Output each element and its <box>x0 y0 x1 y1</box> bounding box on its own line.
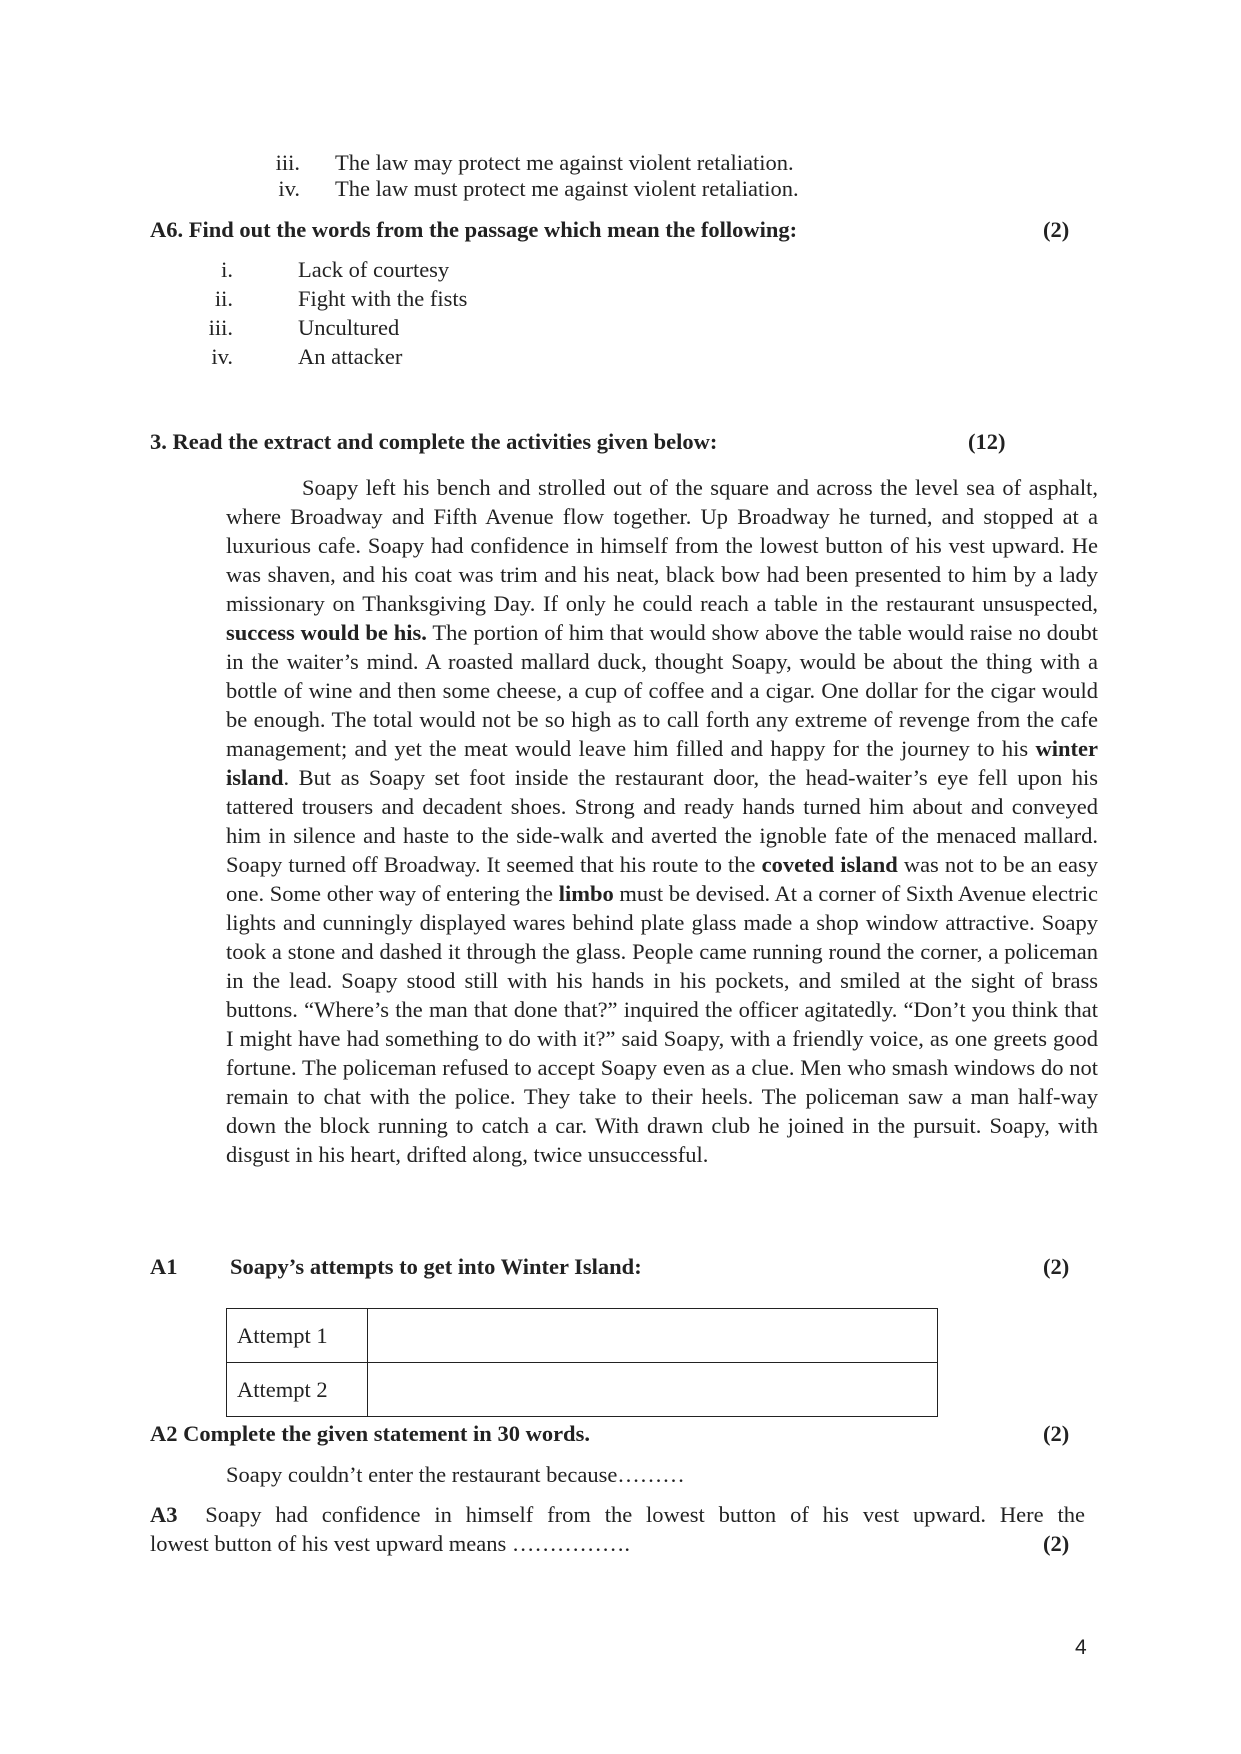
option-text: The law must protect me against violent retaliation. <box>335 176 799 201</box>
q3-marks: (12) <box>968 429 1006 454</box>
passage-bold-phrase: success would be his. <box>226 620 427 645</box>
q3-heading: 3. Read the extract and complete the activities given below: <box>150 429 718 454</box>
passage-text: must be devised. At a corner of Sixth Avenue electric lights and cunningly displayed wares behind plate glass made a shop window attractive. Soapy took a stone and dashed it through the glass. People came running round the corner, a policeman in the lead. Soapy stood still with his hands in his pockets, and smiled at the sight of brass buttons. “Where’s the man that done that?” inquired the officer agitatedly. “Don’t you think that I might have had something to do with it?” said Soapy, with a friendly voice, as one greets good fortune. The policeman refused to accept Soapy even as a clue. Men who smash windows do not remain to chat with the police. They take to their heels. The policeman saw a man half-way down the block running to catch a car. With drawn club he joined in the pursuit. Soapy, with disgust in his heart, drifted along, twice unsuccessful. <box>226 881 1098 1167</box>
item-text: Uncultured <box>298 315 400 340</box>
item-text: An attacker <box>298 344 403 369</box>
a6-marks: (2) <box>1043 217 1070 242</box>
passage-paragraph <box>226 473 1098 1169</box>
a1-heading: Soapy’s attempts to get into Winter Island: <box>230 1254 642 1279</box>
passage-bold-phrase: limbo <box>558 881 614 906</box>
passage-bold-phrase: winter island <box>226 736 1098 790</box>
passage-text: was not to be an easy one. Some other way of entering the <box>226 852 1098 906</box>
attempts-table <box>226 1308 938 1417</box>
passage-text: The portion of him that would show above the table would raise no doubt in the waiter’s mind. A roasted mallard duck, thought Soapy, would be about the thing with a bottle of wine and then some cheese, a cup of coffee and a cigar. One dollar for the cigar would be enough. The total would not be so high as to call forth any extreme of revenge from the cafe management; and yet the meat would leave him filled and happy for the journey to his <box>226 620 1098 761</box>
a3-line-1 <box>150 1502 1085 1528</box>
passage-text: Soapy left his bench and strolled out of the square and across the level sea of asphalt, where Broadway and Fifth Avenue flow together. Up Broadway he turned, and stopped at a luxurious cafe. Soapy had confidence in himself from the lowest button of his vest upward. He was shaven, and his coat was trim and his neat, black bow had been presented to him by a lady missionary on Thanksgiving Day. If only he could reach a table in the restaurant unsuspected, <box>226 475 1098 616</box>
table-row <box>227 1309 938 1363</box>
option-number: iv. <box>278 176 300 201</box>
item-text: Fight with the fists <box>298 286 468 311</box>
item-number: iv. <box>211 344 233 369</box>
a2-heading: A2 Complete the given statement in 30 words. <box>150 1421 590 1446</box>
passage-text: . But as Soapy set foot inside the restaurant door, the head-waiter’s eye fell upon his tattered trousers and decadent shoes. Strong and ready hands turned him about and conveyed him in silence and haste to the side-walk and averted the ignoble fate of the menaced mallard. Soapy turned off Broadway. It seemed that his route to the <box>226 765 1098 877</box>
item-number: i. <box>221 257 233 282</box>
a1-marks: (2) <box>1043 1254 1070 1279</box>
item-number: ii. <box>214 286 233 311</box>
a2-statement: Soapy couldn’t enter the restaurant because……… <box>226 1462 685 1487</box>
option-number: iii. <box>275 150 300 175</box>
attempt-answer-cell[interactable] <box>368 1309 938 1363</box>
attempt-label: Attempt 2 <box>227 1363 368 1417</box>
a3-text: Soapy had confidence in himself from the lowest button of his vest upward. Here the <box>205 1502 1086 1527</box>
a3-marks: (2) <box>1043 1531 1070 1556</box>
a3-line-2: lowest button of his vest upward means ……………. <box>150 1531 630 1556</box>
attempt-answer-cell[interactable] <box>368 1363 938 1417</box>
table-row <box>227 1363 938 1417</box>
option-text: The law may protect me against violent retaliation. <box>335 150 794 175</box>
a2-marks: (2) <box>1043 1421 1070 1446</box>
attempt-label: Attempt 1 <box>227 1309 368 1363</box>
a3-label: A3 <box>150 1502 178 1527</box>
page-number: 4 <box>1075 1636 1087 1659</box>
passage-bold-phrase: coveted island <box>761 852 898 877</box>
item-text: Lack of courtesy <box>298 257 450 282</box>
a6-heading: A6. Find out the words from the passage which mean the following: <box>150 217 798 242</box>
item-number: iii. <box>208 315 233 340</box>
extract-passage <box>226 473 1098 1169</box>
a1-label: A1 <box>150 1254 178 1279</box>
